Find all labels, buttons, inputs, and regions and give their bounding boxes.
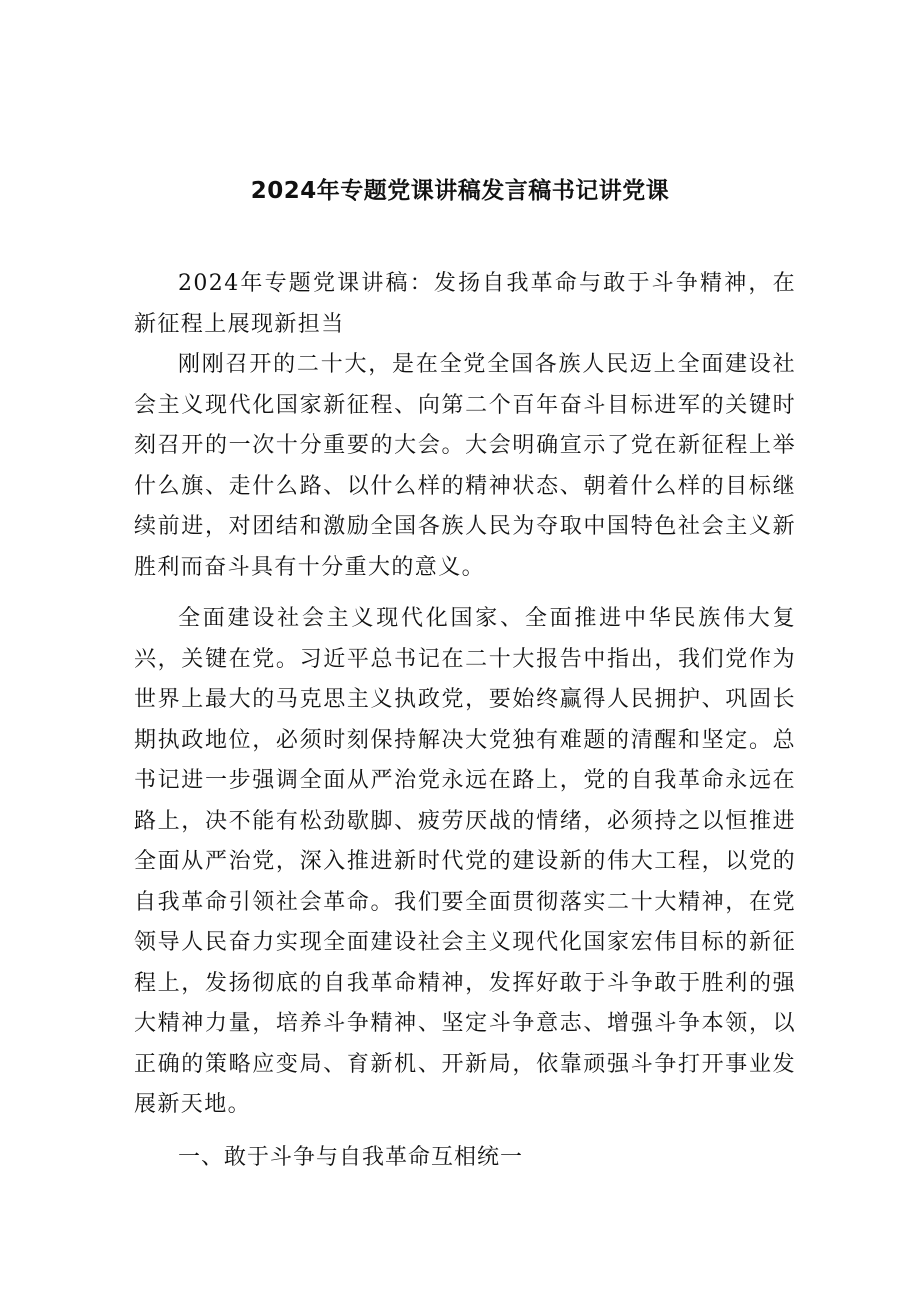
subtitle-paragraph: 2024年专题党课讲稿：发扬自我革命与敢于斗争精神，在新征程上展现新担当 bbox=[134, 271, 796, 337]
body-paragraph: 全面建设社会主义现代化国家、全面推进中华民族伟大复兴，关键在党。习近平总书记在二十大报告中指出，我们党作为世界上最大的马克思主义执政党，要始终赢得人民拥护、巩固长期执政地位，必须时刻保持解决大党独有难题的清醒和坚定。总书记进一步强调全面从严治党永远在路上，党的自我革命永远在路上，决不能有松劲歇脚、疲劳厌战的情绪，必须持之以恒推进全面从严治党，深入推进新时代党的建设新的伟大工程，以党的自我革命引领社会革命。我们要全面贯彻落实二十大精神，在党领导人民奋力实现全面建设社会主义现代化国家宏伟目标的新征程上，发扬彻底的自我革命精神，发挥好敢于斗争敢于胜利的强大精神力量，培养斗争精神、坚定斗争意志、增强斗争本领，以正确的策略应变局、育新机、开新局，依靠顽强斗争打开事业发展新天地。 bbox=[134, 606, 796, 1117]
document-title: 2024年专题党课讲稿发言稿书记讲党课 bbox=[250, 178, 670, 204]
section-heading: 一、敢于斗争与自我革命互相统一 bbox=[178, 1144, 524, 1170]
document-body bbox=[134, 264, 796, 1178]
body-paragraph: 刚刚召开的二十大，是在全党全国各族人民迈上全面建设社会主义现代化国家新征程、向第二个百年奋斗目标进军的关键时刻召开的一次十分重要的大会。大会明确宣示了党在新征程上举什么旗、走什么路、以什么样的精神状态、朝着什么样的目标继续前进，对团结和激励全国各族人民为夺取中国特色社会主义新胜利而奋斗具有十分重大的意义。 bbox=[134, 352, 796, 580]
